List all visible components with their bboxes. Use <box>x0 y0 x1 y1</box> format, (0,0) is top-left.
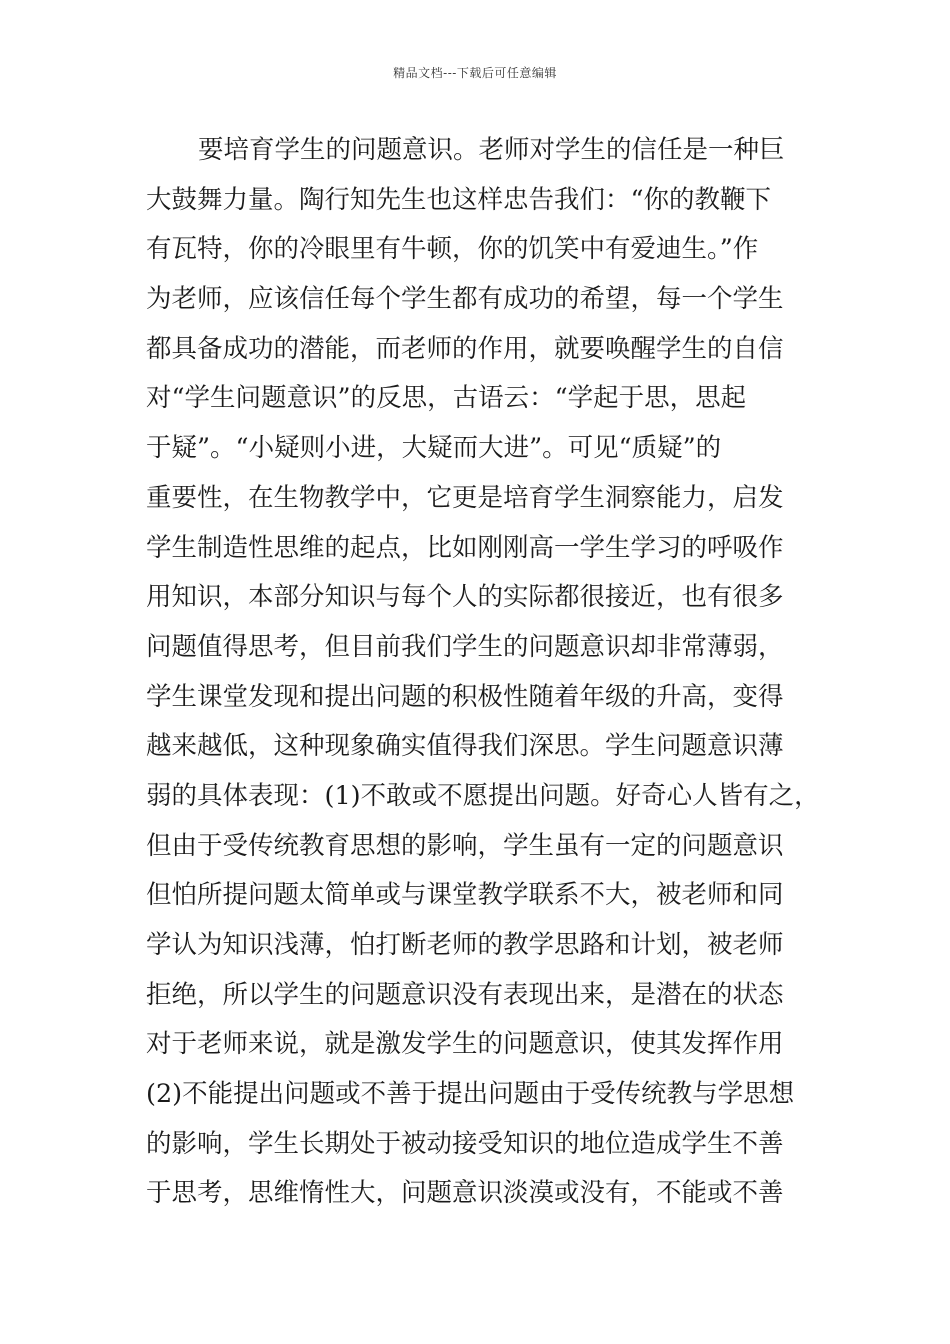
page-header: 精品文档---下载后可任意编辑 <box>393 66 557 80</box>
text-line: 问题值得思考，但目前我们学生的问题意识却非常薄弱， <box>146 631 784 662</box>
text-line: 对于老师来说，就是激发学生的问题意识，使其发挥作用 <box>146 1029 784 1060</box>
text-line: 的影响，学生长期处于被动接受知识的地位造成学生不善 <box>146 1128 784 1159</box>
text-line: 都具备成功的潜能，而老师的作用，就要唤醒学生的自信 <box>146 333 784 364</box>
text-line: 于疑”。“小疑则小进，大疑而大进”。可见“质疑”的 <box>146 433 722 464</box>
text-line: 弱的具体表现：(1)不敢或不愿提出问题。好奇心人皆有之， <box>146 780 820 811</box>
text-line: 但怕所提问题太简单或与课堂教学联系不大，被老师和同 <box>146 880 784 911</box>
text-line: 越来越低，这种现象确实值得我们深思。学生问题意识薄 <box>146 731 784 762</box>
text-line: 重要性，在生物教学中，它更是培育学生洞察能力，启发 <box>146 482 784 513</box>
text-line: 为老师，应该信任每个学生都有成功的希望，每一个学生 <box>146 284 784 315</box>
text-line: 但由于受传统教育思想的影响，学生虽有一定的问题意识 <box>146 830 784 861</box>
document-body <box>146 126 826 1219</box>
text-line: 有瓦特，你的冷眼里有牛顿，你的饥笑中有爱迪生。”作 <box>146 234 759 265</box>
text-line: 于思考，思维惰性大，问题意识淡漠或没有，不能或不善 <box>146 1178 784 1209</box>
text-line: (2)不能提出问题或不善于提出问题由于受传统教与学思想 <box>146 1079 795 1110</box>
text-line: 学认为知识浅薄，怕打断老师的教学思路和计划，被老师 <box>146 930 784 960</box>
text-line: 要培育学生的问题意识。老师对学生的信任是一种巨 <box>198 135 785 165</box>
text-line: 拒绝，所以学生的问题意识没有表现出来，是潜在的状态 <box>146 979 784 1010</box>
text-line: 大鼓舞力量。陶行知先生也这样忠告我们：“你的教鞭下 <box>146 184 772 215</box>
text-line: 学生课堂发现和提出问题的积极性随着年级的升高，变得 <box>146 681 784 712</box>
text-line: 对“学生问题意识”的反思，古语云：“学起于思，思起 <box>146 383 747 414</box>
text-line: 用知识，本部分知识与每个人的实际都很接近，也有很多 <box>146 582 784 613</box>
text-line: 学生制造性思维的起点，比如刚刚高一学生学习的呼吸作 <box>146 532 784 563</box>
